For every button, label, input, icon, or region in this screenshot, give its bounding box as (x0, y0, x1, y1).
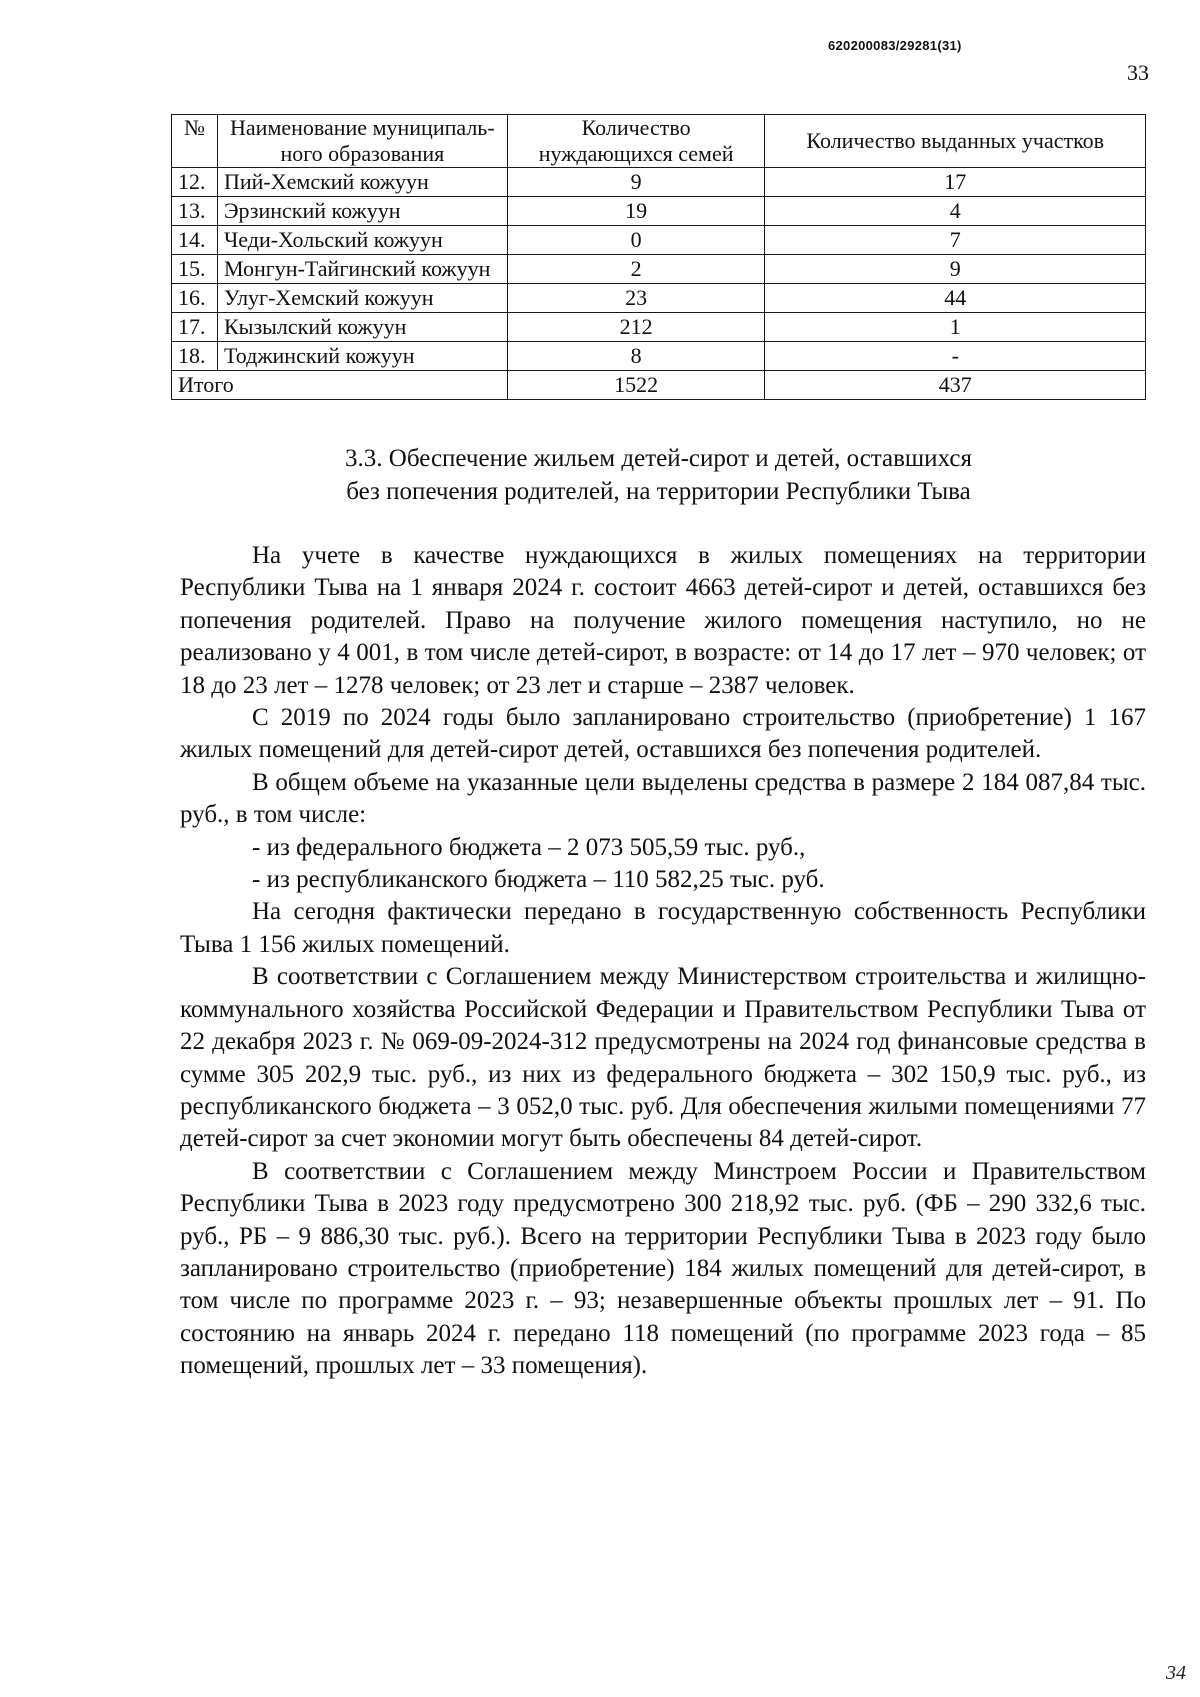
paragraph: В общем объеме на указанные цели выделены средства в размере 2 184 087,84 тыс. руб., в том числе: (180, 768, 1146, 829)
paragraph: На учете в качестве нуждающихся в жилых помещениях на территории Республики Тыва на 1 января 2024 г. состоит 4663 детей-сирот и детей, оставшихся без попечения родителей. Право на получение жилого помещения наступило, но не реализовано у 4 001, в том числе детей-сирот, в возрасте: от 14 до 17 лет – 970 человек; от 18 до 23 лет – 1278 человек; от 23 лет и старше – 2387 человек. (180, 542, 1146, 699)
table-body (172, 168, 1146, 400)
section-title-line-2: без попечения родителей, на территории Республики Тыва (346, 478, 971, 505)
header-municipality: Наименование муниципаль-ного образования (217, 115, 507, 168)
row-municipality: Чеди-Хольский кожуун (217, 226, 507, 255)
table-row (172, 168, 1146, 197)
row-number: 17. (172, 313, 218, 342)
row-number: 18. (172, 342, 218, 371)
row-municipality: Пий-Хемский кожуун (217, 168, 507, 197)
row-families: 0 (507, 226, 765, 255)
row-families: 8 (507, 342, 765, 371)
body-text (180, 540, 1146, 1383)
page-number: 33 (1127, 60, 1149, 85)
table-row (172, 342, 1146, 371)
municipality-table (171, 114, 1146, 400)
row-families: 212 (507, 313, 765, 342)
header-plots: Количество выданных участков (765, 115, 1146, 168)
handwritten-page-mark: 34 (1166, 1662, 1186, 1684)
row-municipality: Эрзинский кожуун (217, 197, 507, 226)
total-families: 1522 (507, 371, 765, 400)
row-families: 23 (507, 284, 765, 313)
header-families: Количество нуждающихся семей (507, 115, 765, 168)
table-row (172, 197, 1146, 226)
paragraph: В соответствии с Соглашением между Министерством строительства и жилищно-коммунального хозяйства Российской Федерации и Правительством Республики Тыва от 22 декабря 2023 г. № 069-09-2024-312 предусмотрены на 2024 год финансовые средства в сумме 305 202,9 тыс. руб., из них из федерального бюджета – 302 150,9 тыс. руб., из республиканского бюджета – 3 052,0 тыс. руб. Для обеспечения жилыми помещениями 77 детей-сирот за счет экономии могут быть обеспечены 84 детей-сирот. (180, 963, 1146, 1153)
row-families: 9 (507, 168, 765, 197)
row-number: 15. (172, 255, 218, 284)
row-number: 16. (172, 284, 218, 313)
paragraph: С 2019 по 2024 годы было запланировано строительство (приобретение) 1 167 жилых помещений для детей-сирот детей, оставшихся без попечения родителей. (180, 704, 1146, 764)
row-number: 12. (172, 168, 218, 197)
row-families: 19 (507, 197, 765, 226)
row-municipality: Монгун-Тайгинский кожуун (217, 255, 507, 284)
section-title-line-1: 3.3. Обеспечение жильем детей-сирот и детей, оставшихся (345, 445, 972, 472)
paragraph: В соответствии с Соглашением между Минстроем России и Правительством Республики Тыва в 2023 году предусмотрено 300 218,92 тыс. руб. (ФБ – 290 332,6 тыс. руб., РБ – 9 886,30 тыс. руб.). Всего на территории Республики Тыва в 2023 году было запланировано строительство (приобретение) 184 жилых помещений для детей-сирот, в том числе по программе 2023 г. – 93; незавершенные объекты прошлых лет – 91. По состоянию на январь 2024 г. передано 118 помещений (по программе 2023 года – 85 помещений, прошлых лет – 33 помещения). (180, 1157, 1146, 1380)
document-id: 620200083/29281(31) (828, 38, 962, 53)
table-total-row (172, 371, 1146, 400)
section-title (171, 442, 1146, 508)
row-municipality: Тоджинский кожуун (217, 342, 507, 371)
row-plots: 44 (765, 284, 1146, 313)
row-municipality: Кызылский кожуун (217, 313, 507, 342)
row-plots: 9 (765, 255, 1146, 284)
table-row (172, 255, 1146, 284)
row-municipality: Улуг-Хемский кожуун (217, 284, 507, 313)
paragraph: - из республиканского бюджета – 110 582,25 тыс. руб. (252, 866, 825, 894)
total-plots: 437 (765, 371, 1146, 400)
row-families: 2 (507, 255, 765, 284)
row-plots: 4 (765, 197, 1146, 226)
row-plots: 1 (765, 313, 1146, 342)
table-header-row (172, 115, 1146, 168)
row-plots: 7 (765, 226, 1146, 255)
row-plots: 17 (765, 168, 1146, 197)
header-number: № (172, 115, 218, 168)
row-number: 13. (172, 197, 218, 226)
row-number: 14. (172, 226, 218, 255)
table-row (172, 313, 1146, 342)
row-plots: - (765, 342, 1146, 371)
table-row (172, 226, 1146, 255)
paragraph: На сегодня фактически передано в государственную собственность Республики Тыва 1 156 жилых помещений. (180, 898, 1146, 958)
paragraph: - из федерального бюджета – 2 073 505,59 тыс. руб., (252, 833, 806, 861)
total-label: Итого (172, 371, 508, 400)
table-row (172, 284, 1146, 313)
